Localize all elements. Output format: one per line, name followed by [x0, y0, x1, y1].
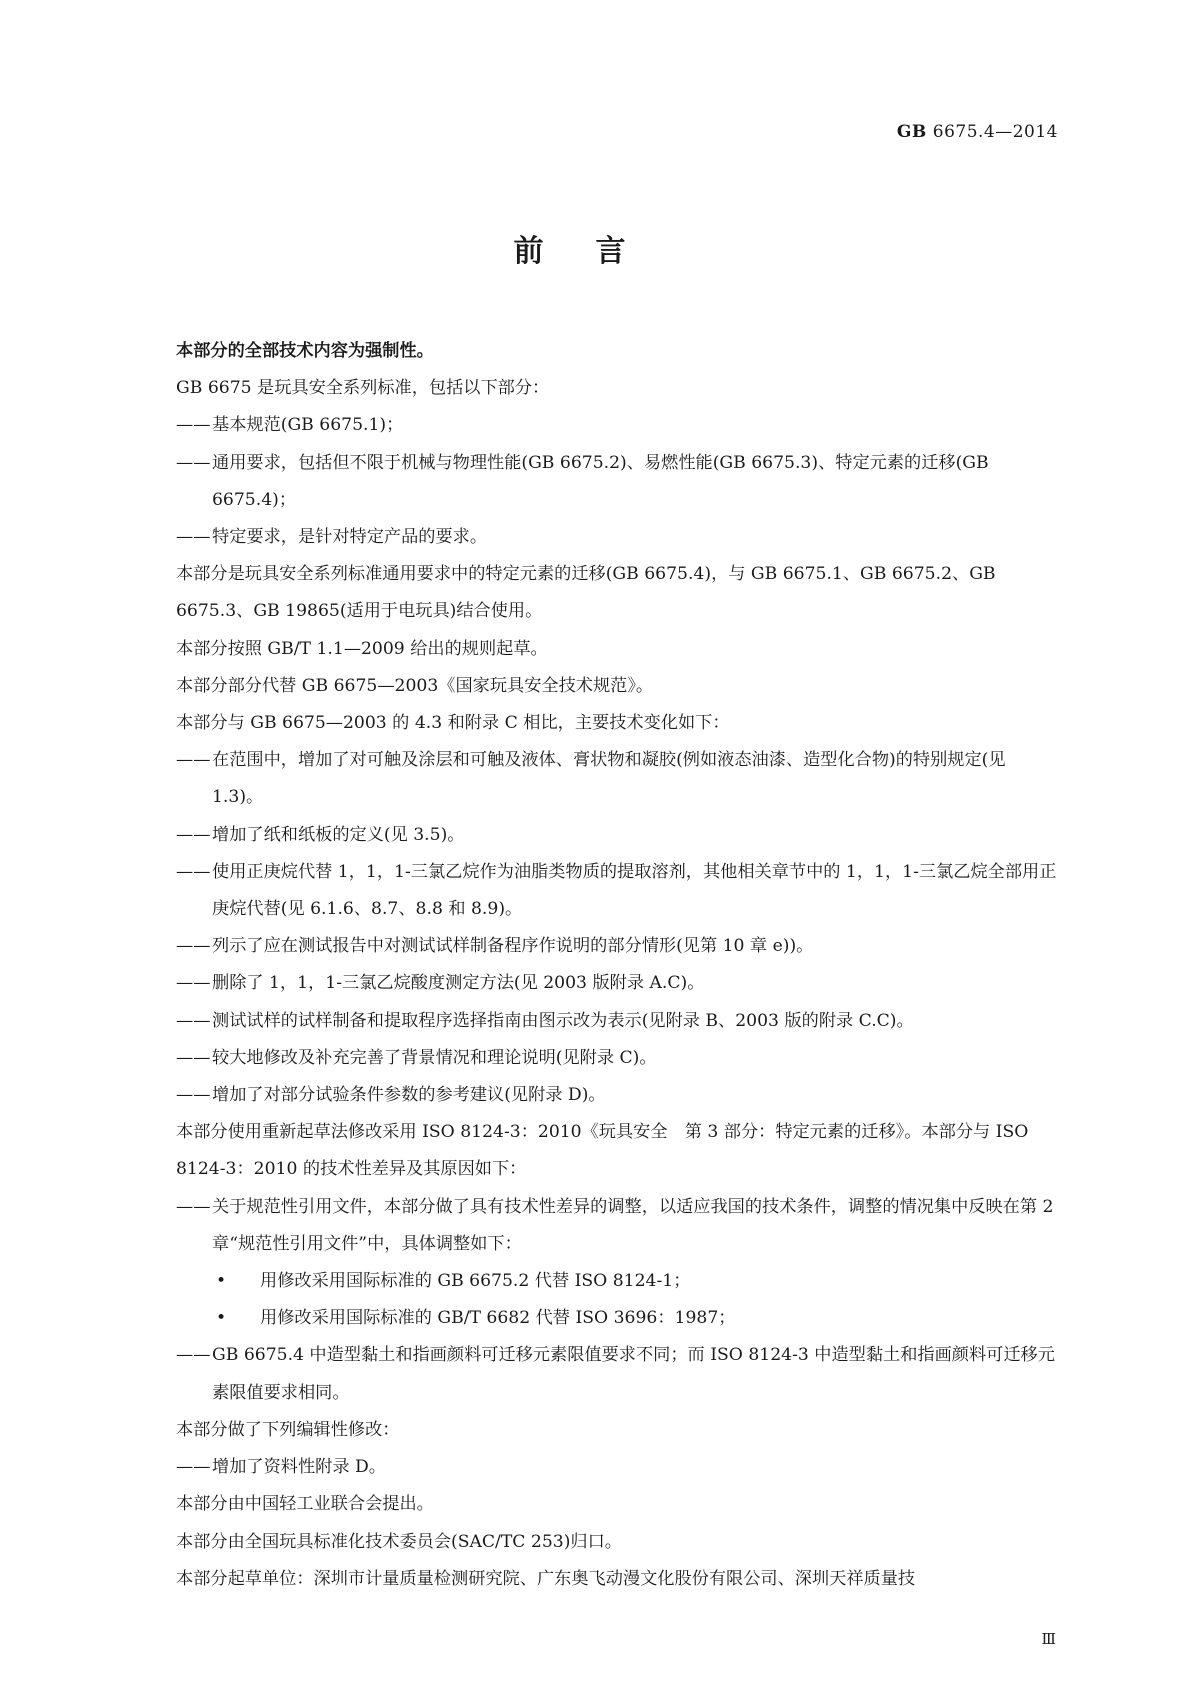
- dash-mark: ——: [176, 1196, 211, 1217]
- list-item-diff-references: ——关于规范性引用文件，本部分做了具有技术性差异的调整，以适应我国的技术条件，调整的情况集中反映在第 2 章“规范性引用文件”中，具体调整如下：: [176, 1189, 1060, 1263]
- dash-mark: ——: [176, 1345, 211, 1366]
- list-item-change-paper: ——增加了纸和纸板的定义(见 3.5)。: [176, 817, 1060, 854]
- page-number: Ⅲ: [1041, 1630, 1056, 1648]
- list-item-change-params: ——增加了对部分试验条件参数的参考建议(见附录 D)。: [176, 1077, 1060, 1114]
- dash-mark: ——: [176, 1010, 211, 1031]
- list-item-change-scope: ——在范围中，增加了对可触及涂层和可触及液体、膏状物和凝胶(例如液态油漆、造型化合物)的特别规定(见 1.3)。: [176, 742, 1060, 816]
- dash-mark: ——: [176, 750, 211, 771]
- list-item-change-background: ——较大地修改及补充完善了背景情况和理论说明(见附录 C)。: [176, 1040, 1060, 1077]
- dash-mark: ——: [176, 824, 211, 845]
- dash-mark: ——: [176, 1085, 211, 1106]
- paragraph-drafting-units: 本部分起草单位：深圳市计量质量检测研究院、广东奥飞动漫文化股份有限公司、深圳天祥质量技: [176, 1568, 916, 1589]
- paragraph-proposed-by: 本部分由中国轻工业联合会提出。: [176, 1494, 434, 1515]
- dash-mark: ——: [176, 936, 211, 957]
- list-item-change-solvent: ——使用正庚烷代替 1，1，1-三氯乙烷作为油脂类物质的提取溶剂，其他相关章节中的 1，1，1-三氯乙烷全部用正庚烷代替(见 6.1.6、8.7、8.8 和 8.9)。: [176, 854, 1060, 928]
- paragraph-drafting: 本部分按照 GB/T 1.1—2009 给出的规则起草。: [176, 638, 548, 659]
- list-item-annex-d: ——增加了资料性附录 D。: [176, 1449, 1060, 1486]
- dash-mark: ——: [176, 861, 211, 882]
- list-item-general: ——通用要求，包括但不限于机械与物理性能(GB 6675.2)、易燃性能(GB 6675.3)、特定元素的迁移(GB 6675.4)；: [176, 445, 1060, 519]
- paragraph-mandatory: 本部分的全部技术内容为强制性。: [176, 341, 434, 361]
- dash-mark: ——: [176, 973, 211, 994]
- dash-mark: ——: [176, 527, 211, 548]
- bullet-item-gbt6682: • 用修改采用国际标准的 GB/T 6682 代替 ISO 3696：1987；: [176, 1300, 1060, 1337]
- code-number: 6675.4—2014: [932, 122, 1058, 142]
- paragraph-changes: 本部分与 GB 6675—2003 的 4.3 和附录 C 相比，主要技术变化如下：: [176, 713, 730, 734]
- paragraph-replaces: 本部分部分代替 GB 6675—2003《国家玩具安全技术规范》。: [176, 675, 654, 696]
- paragraph-series: GB 6675 是玩具安全系列标准，包括以下部分：: [176, 378, 550, 399]
- page-title: 前言: [513, 234, 678, 269]
- dash-mark: ——: [176, 1047, 211, 1068]
- bullet-mark: •: [216, 1271, 227, 1292]
- list-item-change-guide: ——测试试样的试样制备和提取程序选择指南由图示改为表示(见附录 B、2003 版的附录 C.C)。: [176, 1003, 1060, 1040]
- list-item-specific: ——特定要求，是针对特定产品的要求。: [176, 519, 1060, 556]
- paragraph-under-jurisdiction: 本部分由全国玩具标准化技术委员会(SAC/TC 253)归口。: [176, 1531, 622, 1552]
- list-item-basic: ——基本规范(GB 6675.1)；: [176, 407, 1060, 444]
- bullet-item-gb6675-2: • 用修改采用国际标准的 GB 6675.2 代替 ISO 8124-1；: [176, 1263, 1060, 1300]
- paragraph-usage: 本部分是玩具安全系列标准通用要求中的特定元素的迁移(GB 6675.4)，与 GB 6675.1、GB 6675.2、GB 6675.3、GB 19865(适用于电玩具)结合使用。: [176, 564, 996, 622]
- dash-mark: ——: [176, 1457, 211, 1478]
- paragraph-editorial: 本部分做了下列编辑性修改：: [176, 1419, 400, 1440]
- dash-mark: ——: [176, 415, 211, 436]
- list-item-change-acidity: ——删除了 1，1，1-三氯乙烷酸度测定方法(见 2003 版附录 A.C)。: [176, 965, 1060, 1002]
- list-item-diff-limits: ——GB 6675.4 中造型黏土和指画颜料可迁移元素限值要求不同；而 ISO 8124-3 中造型黏土和指画颜料可迁移元素限值要求相同。: [176, 1337, 1060, 1411]
- paragraph-iso-adoption: 本部分使用重新起草法修改采用 ISO 8124-3：2010《玩具安全 第 3 部分：特定元素的迁移》。本部分与 ISO 8124-3：2010 的技术性差异及其原因如下：: [176, 1122, 1029, 1180]
- foreword-body: [176, 333, 1060, 1598]
- dash-mark: ——: [176, 452, 211, 473]
- list-item-change-report: ——列示了应在测试报告中对测试试样制备程序作说明的部分情形(见第 10 章 e))。: [176, 928, 1060, 965]
- code-prefix: GB: [896, 122, 927, 142]
- bullet-mark: •: [216, 1308, 227, 1329]
- document-code: [897, 122, 1058, 142]
